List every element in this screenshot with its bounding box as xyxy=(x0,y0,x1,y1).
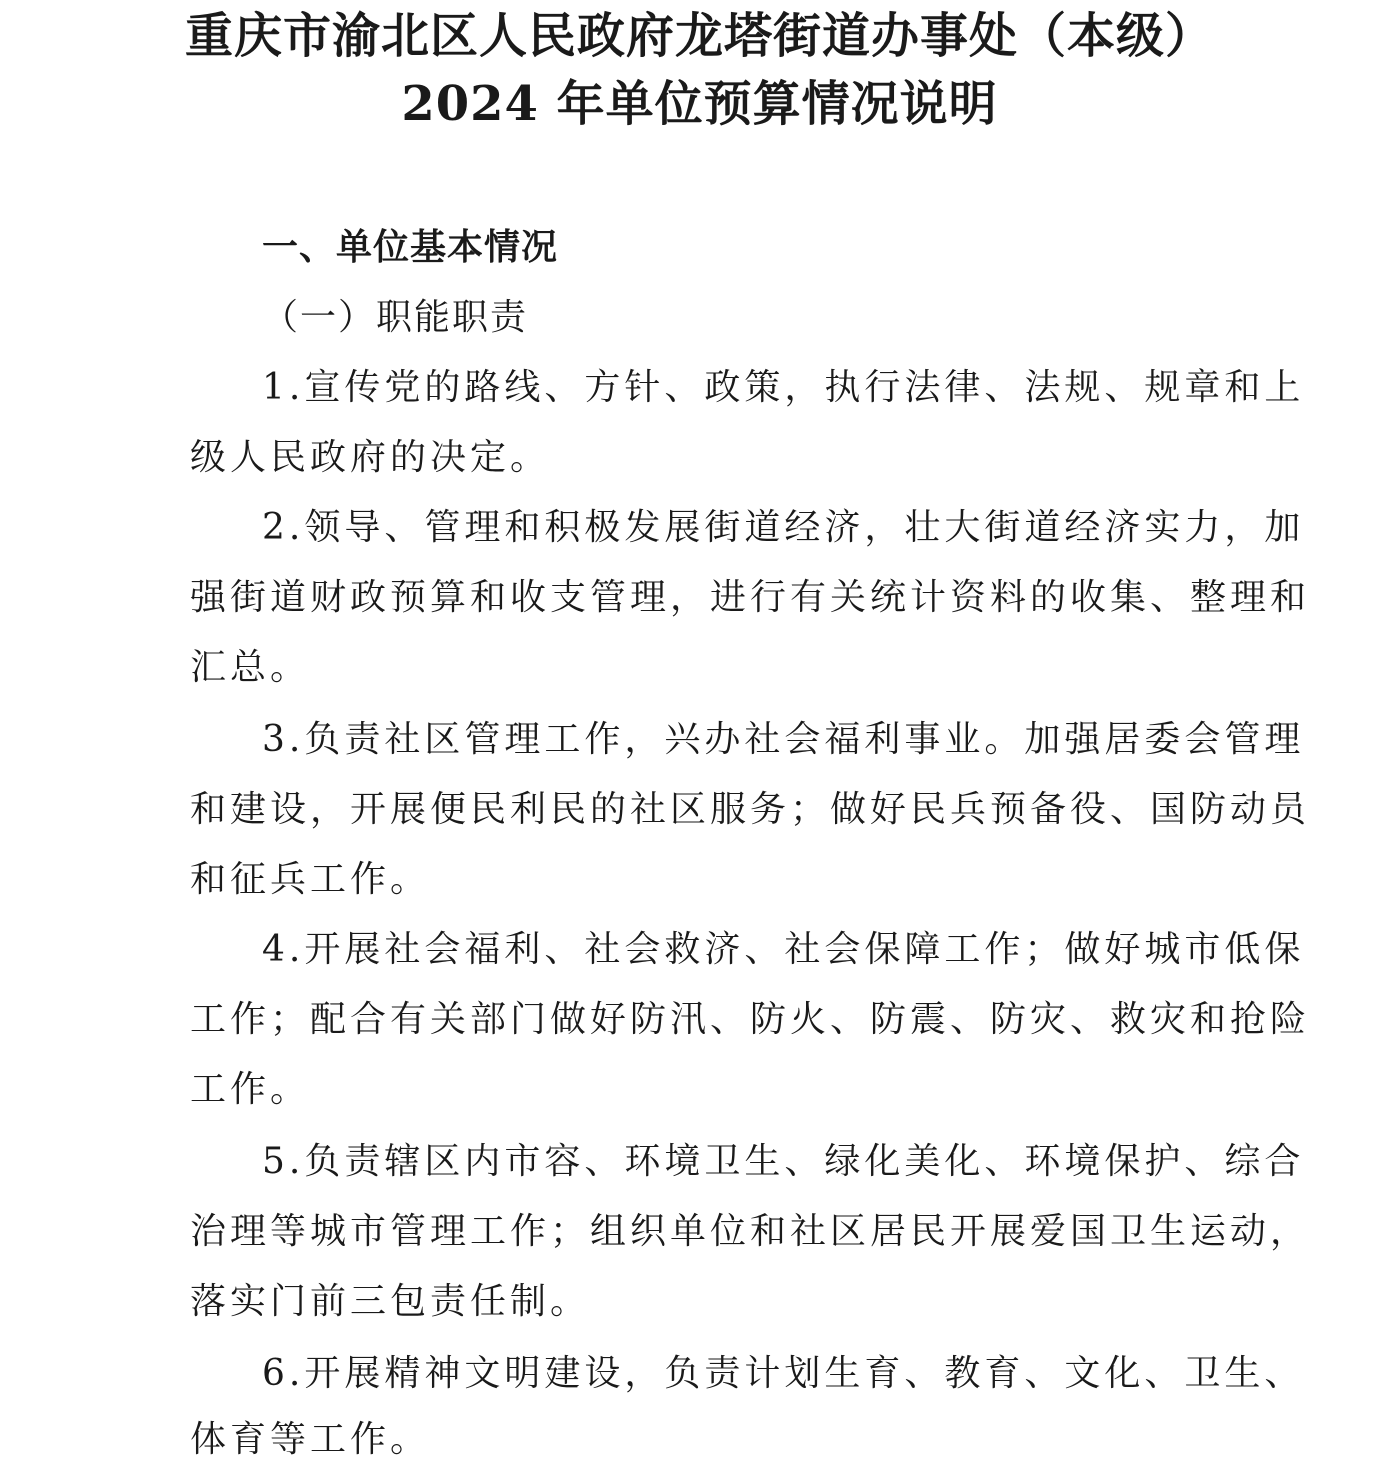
paragraph-3-line-3: 和征兵工作。 xyxy=(190,859,431,900)
paragraph-2-line-2: 强街道财政预算和收支管理，进行有关统计资料的收集、整理和 xyxy=(190,577,1311,618)
paragraph-5-line-2: 治理等城市管理工作；组织单位和社区居民开展爱国卫生运动， xyxy=(190,1211,1311,1252)
paragraph-1-line-1: 1.宣传党的路线、方针、政策，执行法律、法规、规章和上 xyxy=(262,367,1305,408)
paragraph-4-line-3: 工作。 xyxy=(190,1069,311,1110)
paragraph-5-line-3: 落实门前三包责任制。 xyxy=(190,1281,591,1322)
paragraph-3-line-1: 3.负责社区管理工作，兴办社会福利事业。加强居委会管理 xyxy=(262,719,1305,760)
paragraph-6-line-2: 体育等工作。 xyxy=(190,1419,431,1460)
paragraph-3-line-2: 和建设，开展便民利民的社区服务；做好民兵预备役、国防动员 xyxy=(190,789,1311,830)
paragraph-2-line-3: 汇总。 xyxy=(190,647,311,688)
paragraph-4-line-2: 工作；配合有关部门做好防汛、防火、防震、防灾、救灾和抢险 xyxy=(190,999,1311,1040)
section-heading: 一、单位基本情况 xyxy=(262,227,559,268)
document-title-line-2: 2024 年单位预算情况说明 xyxy=(401,76,998,132)
paragraph-2-line-1: 2.领导、管理和积极发展街道经济，壮大街道经济实力，加 xyxy=(262,507,1305,548)
subsection-heading: （一）职能职责 xyxy=(262,297,529,338)
paragraph-5-line-1: 5.负责辖区内市容、环境卫生、绿化美化、环境保护、综合 xyxy=(262,1141,1305,1182)
document-title-line-1: 重庆市渝北区人民政府龙塔街道办事处（本级） xyxy=(184,8,1214,64)
paragraph-4-line-1: 4.开展社会福利、社会救济、社会保障工作；做好城市低保 xyxy=(262,929,1305,970)
paragraph-1-line-2: 级人民政府的决定。 xyxy=(190,437,551,478)
paragraph-6-line-1: 6.开展精神文明建设，负责计划生育、教育、文化、卫生、 xyxy=(262,1353,1305,1394)
